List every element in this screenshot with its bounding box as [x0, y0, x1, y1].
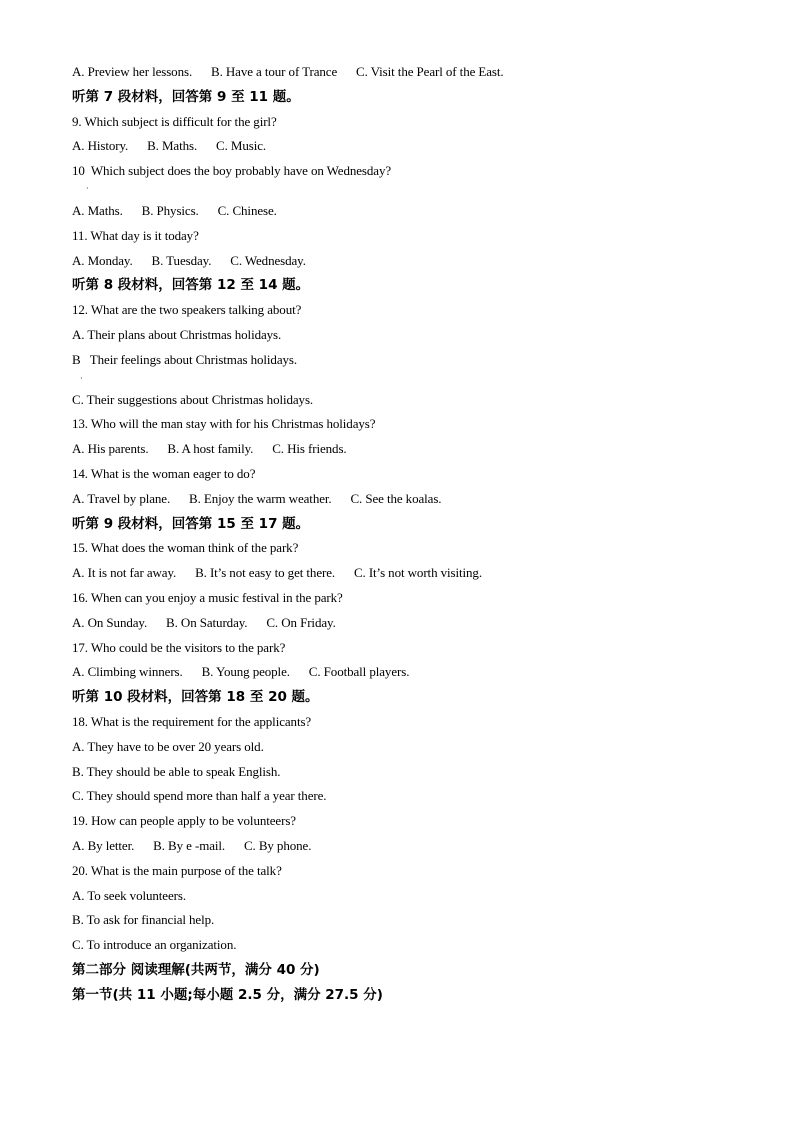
- question-line: 11. What day is it today?: [72, 227, 199, 243]
- option-line: A. Maths. B. Physics. C. Chinese.: [72, 202, 277, 218]
- option-line: A. Their plans about Christmas holidays.: [72, 326, 282, 342]
- option-line: A. Monday. B. Tuesday. C. Wednesday.: [72, 252, 306, 268]
- option-line: A. Preview her lessons. B. Have a tour of Trance C. Visit the Pearl of the East.: [72, 64, 504, 79]
- option-line: A. Travel by plane. B. Enjoy the warm weather. C. See the koalas.: [72, 490, 442, 506]
- stray-dot-mark: ·: [80, 374, 83, 383]
- question-line: 19. How can people apply to be volunteers?: [72, 813, 296, 829]
- question-line: 13. Who will the man stay with for his Christmas holidays?: [72, 416, 376, 432]
- section-heading: 听第 10 段材料，回答第 18 至 20 题。: [72, 689, 319, 706]
- question-line: 17. Who could be the visitors to the park?: [72, 639, 286, 655]
- option-line: A. They have to be over 20 years old.: [72, 738, 264, 754]
- option-line: A. History. B. Maths. C. Music.: [72, 138, 267, 154]
- option-line: C. They should spend more than half a year there.: [72, 788, 327, 804]
- exam-page: [72, 62, 732, 1009]
- question-line: 18. What is the requirement for the applicants?: [72, 713, 312, 729]
- option-line: A. Climbing winners. B. Young people. C. Football players.: [72, 664, 410, 680]
- question-line: 15. What does the woman think of the park?: [72, 540, 299, 556]
- question-line: 20. What is the main purpose of the talk?: [72, 862, 282, 878]
- question-line: 10 Which subject does the boy probably have on Wednesday?: [72, 163, 392, 179]
- section-heading: 听第 8 段材料，回答第 12 至 14 题。: [72, 277, 310, 294]
- section-heading: 第一节(共 11 小题;每小题 2.5 分，满分 27.5 分): [72, 986, 383, 1003]
- option-line: C. To introduce an organization.: [72, 937, 237, 953]
- option-line: A. To seek volunteers.: [72, 887, 186, 903]
- option-line: A. On Sunday. B. On Saturday. C. On Friday.: [72, 614, 336, 630]
- option-line: C. Their suggestions about Christmas holidays.: [72, 391, 314, 407]
- option-line: B. They should be able to speak English.: [72, 763, 281, 779]
- question-line: 12. What are the two speakers talking about?: [72, 302, 302, 318]
- option-line: A. It is not far away. B. It’s not easy to get there. C. It’s not worth visiting.: [72, 565, 482, 581]
- question-line: 16. When can you enjoy a music festival in the park?: [72, 589, 343, 605]
- option-line: A. His parents. B. A host family. C. His friends.: [72, 441, 347, 457]
- section-heading: 听第 9 段材料，回答第 15 至 17 题。: [72, 515, 310, 532]
- section-heading: 听第 7 段材料，回答第 9 至 11 题。: [72, 88, 300, 105]
- option-line: B. To ask for financial help.: [72, 912, 215, 928]
- question-line: 14. What is the woman eager to do?: [72, 465, 256, 481]
- option-line: B Their feelings about Christmas holidays.: [72, 351, 297, 367]
- question-line: 9. Which subject is difficult for the girl?: [72, 113, 277, 129]
- option-line: A. By letter. B. By e -mail. C. By phone.: [72, 837, 312, 853]
- stray-dot-mark: ·: [86, 184, 89, 193]
- part-heading: 第二部分 阅读理解(共两节，满分 40 分): [72, 961, 320, 978]
